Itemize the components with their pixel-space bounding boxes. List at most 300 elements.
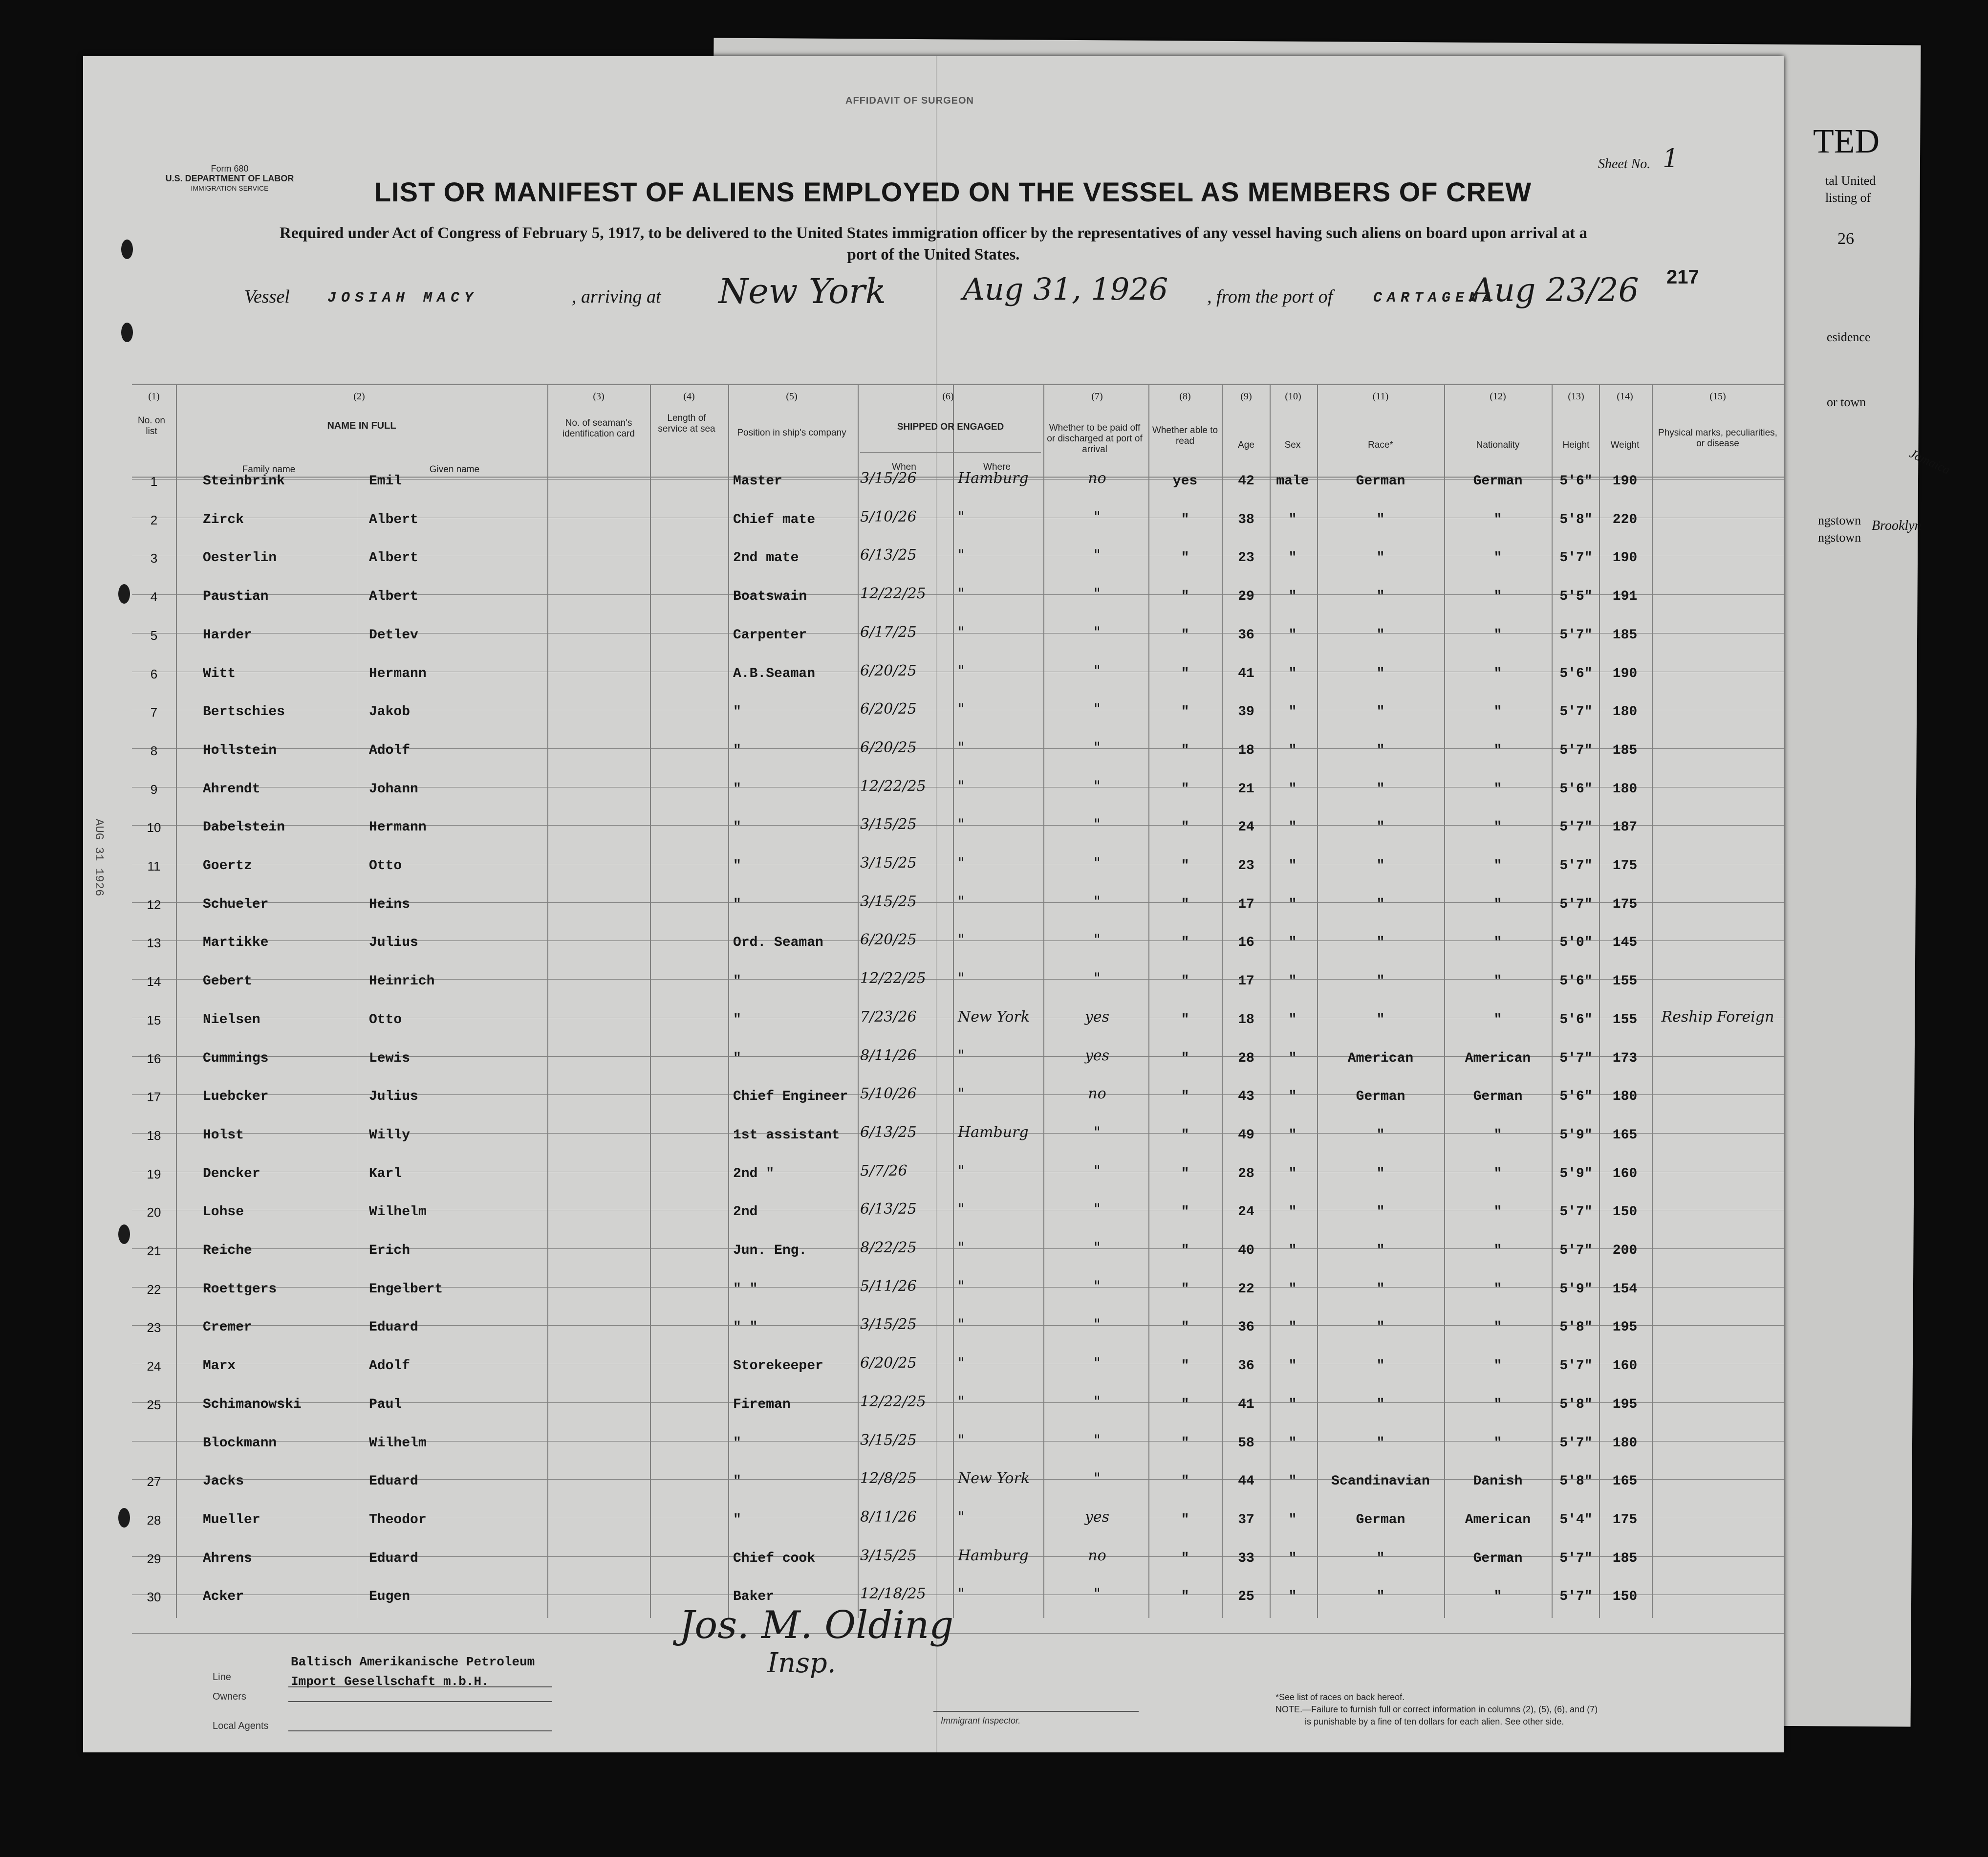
cell-race: " [1376, 935, 1385, 950]
col-no-on-list: No. on list [138, 415, 165, 437]
back-sheet-town: or town [1827, 395, 1866, 409]
column-number: (7) [1091, 391, 1103, 402]
cell-family: Martikke [203, 935, 269, 950]
cell-no: 2 [150, 513, 158, 527]
col-height: Height [1562, 440, 1590, 450]
cell-nationality: " [1493, 820, 1502, 835]
cell-given: Johann [369, 782, 418, 797]
col-given-name: Given name [429, 464, 480, 475]
cell-no: 3 [150, 551, 158, 566]
cell-weight: 180 [1612, 1436, 1638, 1451]
cell-no: 18 [147, 1128, 161, 1143]
cell-no: 7 [150, 705, 158, 720]
cell-paid: yes [1084, 1047, 1110, 1064]
cell-when: 6/20/25 [860, 662, 917, 679]
back-sheet-ted: TED [1813, 123, 1880, 160]
cell-where: " [958, 1355, 965, 1372]
arriving-label: , arriving at [572, 286, 661, 307]
inspector-label: Immigrant Inspector. [941, 1716, 1021, 1726]
cell-height: 5'9" [1559, 1166, 1593, 1181]
manifest-sheet [83, 56, 1784, 1752]
cell-sex: " [1288, 1089, 1297, 1104]
cell-read: " [1181, 512, 1189, 527]
column-number: (8) [1179, 391, 1191, 402]
cell-weight: 175 [1612, 897, 1638, 912]
affidavit-header: AFFIDAVIT OF SURGEON [845, 95, 974, 106]
cell-age: 58 [1238, 1436, 1254, 1451]
cell-age: 36 [1238, 628, 1254, 643]
cell-position: Ord. Seaman [733, 935, 823, 950]
cell-read: " [1181, 550, 1189, 566]
cell-family: Nielsen [203, 1012, 260, 1027]
col-where: Where [983, 462, 1011, 472]
cell-nationality: " [1493, 1128, 1502, 1143]
cell-paid: " [1094, 893, 1101, 910]
column-number: (12) [1490, 391, 1506, 402]
line-label: Line [213, 1672, 231, 1682]
cell-race: " [1376, 858, 1385, 874]
cell-height: 5'5" [1559, 589, 1593, 604]
cell-where: New York [958, 1008, 1030, 1026]
cell-nationality: German [1473, 474, 1523, 489]
cell-weight: 160 [1612, 1166, 1638, 1181]
cell-where: New York [958, 1470, 1030, 1487]
cell-given: Lewis [369, 1051, 411, 1066]
cell-where: " [958, 1585, 965, 1602]
cell-age: 22 [1238, 1282, 1254, 1297]
cell-where: " [958, 739, 965, 756]
cell-where: " [958, 1432, 965, 1449]
cell-position: " [733, 704, 741, 720]
column-rule [1444, 384, 1445, 1618]
cell-nationality: " [1493, 935, 1502, 950]
cell-where: " [958, 700, 965, 718]
cell-family: Goertz [203, 858, 252, 874]
cell-family: Blockmann [203, 1436, 277, 1451]
vessel-name: JOSIAH MACY [327, 290, 478, 306]
cell-race: " [1376, 974, 1385, 989]
cell-when: 8/22/25 [860, 1239, 917, 1256]
cell-weight: 160 [1612, 1358, 1638, 1374]
cell-position: " [733, 1051, 741, 1066]
cell-position: " [733, 1474, 741, 1489]
cell-given: Otto [369, 858, 402, 874]
cell-paid: yes [1084, 1508, 1110, 1526]
column-number: (5) [786, 391, 798, 402]
column-rule [1222, 384, 1223, 1618]
cell-age: 41 [1238, 1397, 1254, 1412]
cell-race: " [1376, 743, 1385, 758]
cell-where: " [958, 893, 965, 910]
column-number: (9) [1240, 391, 1252, 402]
inspector-signature-sub: Insp. [767, 1647, 836, 1679]
column-rule [1148, 384, 1149, 1618]
cell-height: 5'6" [1559, 974, 1593, 989]
cell-sex: " [1288, 782, 1297, 797]
column-rule [858, 384, 859, 1618]
cell-given: Hermann [369, 666, 427, 681]
punch-hole [121, 240, 133, 259]
cell-when: 12/18/25 [860, 1585, 926, 1602]
cell-height: 5'4" [1559, 1512, 1593, 1528]
margin-date-stamp: AUG 31 1926 [92, 819, 105, 896]
cell-given: Julius [369, 1089, 418, 1104]
column-rule [1652, 384, 1653, 1618]
cell-sex: " [1288, 628, 1297, 643]
cell-read: " [1181, 1474, 1189, 1489]
cell-weight: 190 [1612, 550, 1638, 566]
vessel-label: Vessel [244, 286, 290, 307]
cell-age: 41 [1238, 666, 1254, 681]
cell-nationality: " [1493, 1436, 1502, 1451]
cell-when: 6/13/25 [860, 546, 917, 564]
cell-sex: " [1288, 1358, 1297, 1374]
cell-read: " [1181, 820, 1189, 835]
cell-family: Dencker [203, 1166, 260, 1181]
owners-label: Owners [213, 1691, 246, 1702]
punch-hole [118, 1508, 130, 1528]
cell-weight: 150 [1612, 1204, 1638, 1220]
cell-when: 12/22/25 [860, 970, 926, 987]
cell-position: " [733, 743, 741, 758]
cell-where: " [958, 816, 965, 833]
cell-height: 5'7" [1559, 1436, 1593, 1451]
cell-race: German [1356, 1089, 1405, 1104]
cell-family: Ahrens [203, 1551, 252, 1566]
cell-race: Scandinavian [1331, 1474, 1430, 1489]
cell-position: " [733, 782, 741, 797]
cell-sex: " [1288, 1051, 1297, 1066]
cell-position: Chief Engineer [733, 1089, 848, 1104]
cell-position: Chief cook [733, 1551, 816, 1566]
cell-height: 5'6" [1559, 474, 1593, 489]
cell-sex: " [1288, 1012, 1297, 1027]
cell-when: 6/20/25 [860, 739, 917, 756]
column-number: (1) [148, 391, 160, 402]
column-number: (4) [683, 391, 695, 402]
back-sheet-line1: tal United [1825, 174, 1876, 188]
column-rule [1552, 384, 1553, 1618]
cell-when: 6/20/25 [860, 931, 917, 948]
punch-hole [118, 1224, 130, 1244]
cell-paid: " [1094, 854, 1101, 872]
subtitle-line-2: port of the United States. [847, 246, 1020, 263]
cell-when: 12/22/25 [860, 1393, 926, 1410]
cell-race: " [1376, 1243, 1385, 1258]
cell-no: 22 [147, 1282, 161, 1297]
cell-height: 5'7" [1559, 1243, 1593, 1258]
cell-height: 5'7" [1559, 550, 1593, 566]
cell-where: " [958, 1085, 965, 1102]
cell-when: 6/13/25 [860, 1201, 917, 1218]
col-id-card: No. of seaman's identification card [562, 418, 635, 439]
cell-when: 6/13/25 [860, 1124, 917, 1141]
cell-age: 23 [1238, 550, 1254, 566]
cell-paid: " [1094, 1355, 1101, 1372]
cell-height: 5'7" [1559, 1551, 1593, 1566]
cell-paid: " [1094, 508, 1101, 525]
cell-paid: " [1094, 1393, 1101, 1410]
back-sheet-num: 26 [1837, 230, 1854, 248]
cell-family: Cummings [203, 1051, 269, 1066]
cell-age: 24 [1238, 820, 1254, 835]
cell-height: 5'6" [1559, 1012, 1593, 1027]
back-sheet-brooklyn: Brooklyn [1872, 518, 1922, 533]
cell-family: Zirck [203, 512, 244, 527]
cell-nationality: " [1493, 589, 1502, 604]
column-rule [728, 384, 729, 1618]
cell-race: " [1376, 1589, 1385, 1604]
cell-sex: " [1288, 666, 1297, 681]
cell-nationality: " [1493, 666, 1502, 681]
cell-sex: " [1288, 512, 1297, 527]
column-number: (13) [1568, 391, 1584, 402]
cell-race: " [1376, 1012, 1385, 1027]
cell-age: 42 [1238, 474, 1254, 489]
cell-weight: 175 [1612, 1512, 1638, 1528]
cell-no: 10 [147, 820, 161, 835]
cell-read: " [1181, 666, 1189, 681]
col-family-name: Family name [242, 464, 296, 475]
cell-position: Master [733, 474, 782, 489]
cell-when: 6/17/25 [860, 624, 917, 641]
cell-sex: male [1276, 474, 1309, 489]
row-rule [132, 1633, 1784, 1634]
note-penalty-2: is punishable by a fine of ten dollars for each alien. See other side. [1305, 1717, 1564, 1726]
cell-when: 8/11/26 [860, 1508, 917, 1526]
cell-nationality: " [1493, 743, 1502, 758]
cell-where: " [958, 546, 965, 564]
from-label: , from the port of [1207, 286, 1333, 307]
cell-given: Engelbert [369, 1282, 443, 1297]
cell-where: " [958, 624, 965, 641]
cell-nationality: " [1493, 512, 1502, 527]
cell-race: " [1376, 1397, 1385, 1412]
cell-race: " [1376, 1551, 1385, 1566]
cell-race: American [1347, 1051, 1414, 1066]
cell-when: 3/15/25 [860, 893, 917, 910]
cell-given: Wilhelm [369, 1436, 427, 1451]
cell-age: 39 [1238, 704, 1254, 720]
cell-age: 49 [1238, 1128, 1254, 1143]
cell-paid: " [1094, 1201, 1101, 1218]
back-sheet-jamaica: Jamaica [1907, 446, 1953, 478]
col-age: Age [1238, 440, 1254, 450]
cell-read: " [1181, 1358, 1189, 1374]
col-weight: Weight [1610, 440, 1640, 450]
cell-where: Hamburg [958, 1124, 1029, 1141]
cell-given: Eduard [369, 1320, 418, 1335]
cell-nationality: " [1493, 628, 1502, 643]
cell-paid: yes [1084, 1008, 1110, 1026]
cell-given: Albert [369, 589, 418, 604]
cell-when: 3/15/25 [860, 1547, 917, 1564]
owner-line-2: Import Gesellschaft m.b.H. [291, 1674, 489, 1689]
cell-family: Schueler [203, 897, 269, 912]
cell-race: " [1376, 820, 1385, 835]
column-number: (6) [942, 391, 954, 402]
cell-position: " [733, 897, 741, 912]
cell-height: 5'7" [1559, 1358, 1593, 1374]
cell-family: Paustian [203, 589, 269, 604]
cell-sex: " [1288, 1282, 1297, 1297]
cell-position: Jun. Eng. [733, 1243, 807, 1258]
cell-nationality: " [1493, 858, 1502, 874]
cell-where: Hamburg [958, 470, 1029, 487]
service: IMMIGRATION SERVICE [191, 184, 269, 192]
cell-age: 40 [1238, 1243, 1254, 1258]
cell-paid: " [1094, 931, 1101, 948]
cell-when: 3/15/25 [860, 816, 917, 833]
cell-height: 5'0" [1559, 935, 1593, 950]
cell-no: 16 [147, 1051, 161, 1066]
cell-height: 5'6" [1559, 666, 1593, 681]
cell-paid: " [1094, 1239, 1101, 1256]
cell-height: 5'7" [1559, 858, 1593, 874]
cell-sex: " [1288, 1589, 1297, 1604]
cell-age: 28 [1238, 1051, 1254, 1066]
cell-weight: 200 [1612, 1243, 1638, 1258]
cell-no: 11 [147, 859, 161, 874]
cell-given: Julius [369, 935, 418, 950]
cell-given: Jakob [369, 704, 411, 720]
cell-family: Oesterlin [203, 550, 277, 566]
column-number: (15) [1709, 391, 1726, 402]
column-rule [1317, 384, 1318, 1618]
cell-height: 5'8" [1559, 1397, 1593, 1412]
cell-read: " [1181, 1282, 1189, 1297]
cell-height: 5'8" [1559, 512, 1593, 527]
cell-paid: " [1094, 1124, 1101, 1141]
cell-when: 3/15/25 [860, 1316, 917, 1333]
cell-weight: 173 [1612, 1051, 1638, 1066]
cell-race: German [1356, 1512, 1405, 1528]
cell-nationality: " [1493, 1358, 1502, 1374]
cell-no: 6 [150, 667, 158, 681]
cell-no: 14 [147, 974, 161, 989]
cell-nationality: " [1493, 974, 1502, 989]
cell-no: 27 [147, 1474, 161, 1489]
cell-nationality: German [1473, 1089, 1523, 1104]
cell-weight: 195 [1612, 1320, 1638, 1335]
cell-where: " [958, 778, 965, 795]
column-number: (3) [593, 391, 605, 402]
cell-given: Eugen [369, 1589, 411, 1604]
column-number: (14) [1617, 391, 1633, 402]
footer-agents-rule [288, 1730, 552, 1731]
cell-when: 12/22/25 [860, 585, 926, 602]
col-nationality: Nationality [1476, 440, 1520, 450]
column-number: (10) [1285, 391, 1301, 402]
cell-no: 28 [147, 1513, 161, 1528]
cell-when: 5/7/26 [860, 1162, 908, 1180]
cell-paid: no [1088, 1547, 1106, 1564]
cell-race: " [1376, 1282, 1385, 1297]
cell-race: " [1376, 1204, 1385, 1220]
column-rule [176, 384, 177, 1618]
col-when: When [892, 462, 916, 472]
cell-when: 8/11/26 [860, 1047, 917, 1064]
cell-nationality: " [1493, 782, 1502, 797]
back-sheet-place2: ngstown [1818, 530, 1861, 545]
punch-hole [121, 323, 133, 342]
cell-height: 5'7" [1559, 1204, 1593, 1220]
cell-sex: " [1288, 743, 1297, 758]
col-name-in-full: NAME IN FULL [327, 420, 396, 431]
cell-race: " [1376, 628, 1385, 643]
cell-read: " [1181, 628, 1189, 643]
cell-age: 21 [1238, 782, 1254, 797]
col-shipped: SHIPPED OR ENGAGED [897, 422, 1004, 432]
cell-position: A.B.Seaman [733, 666, 816, 681]
cell-age: 37 [1238, 1512, 1254, 1528]
cell-given: Willy [369, 1128, 411, 1143]
cell-weight: 155 [1612, 974, 1638, 989]
cell-weight: 220 [1612, 512, 1638, 527]
cell-race: " [1376, 897, 1385, 912]
cell-height: 5'7" [1559, 820, 1593, 835]
cell-paid: " [1094, 662, 1101, 679]
cell-family: Hollstein [203, 743, 277, 758]
cell-height: 5'8" [1559, 1320, 1593, 1335]
cell-family: Lohse [203, 1204, 244, 1220]
cell-race: " [1376, 589, 1385, 604]
cell-height: 5'7" [1559, 743, 1593, 758]
footer-owners-rule [288, 1701, 552, 1702]
cell-paid: " [1094, 1585, 1101, 1602]
cell-where: " [958, 508, 965, 525]
inspector-rule [933, 1711, 1139, 1712]
cell-race: " [1376, 550, 1385, 566]
cell-race: " [1376, 1358, 1385, 1374]
table-top-rule [132, 384, 1784, 385]
cell-sex: " [1288, 1243, 1297, 1258]
cell-age: 36 [1238, 1320, 1254, 1335]
cell-nationality: " [1493, 1204, 1502, 1220]
cell-weight: 150 [1612, 1589, 1638, 1604]
cell-sex: " [1288, 589, 1297, 604]
cell-sex: " [1288, 1320, 1297, 1335]
back-sheet-residence: esidence [1827, 330, 1871, 344]
cell-remarks: Reship Foreign [1661, 1008, 1774, 1026]
cell-nationality: " [1493, 1589, 1502, 1604]
back-sheet-place1: ngstown [1818, 513, 1861, 527]
cell-sex: " [1288, 1128, 1297, 1143]
cell-given: Eduard [369, 1551, 418, 1566]
cell-age: 43 [1238, 1089, 1254, 1104]
cell-where: " [958, 970, 965, 987]
cell-family: Gebert [203, 974, 252, 989]
cell-no: 29 [147, 1551, 161, 1566]
cell-no: 23 [147, 1320, 161, 1335]
cell-paid: " [1094, 585, 1101, 602]
cell-position: " " [733, 1282, 758, 1297]
cell-when: 12/8/25 [860, 1470, 917, 1487]
cell-when: 6/20/25 [860, 1355, 917, 1372]
departure-date: Aug 23/26 [1471, 271, 1639, 309]
cell-read: " [1181, 1012, 1189, 1027]
cell-sex: " [1288, 1512, 1297, 1528]
cell-read: " [1181, 704, 1189, 720]
cell-paid: " [1094, 970, 1101, 987]
cell-no: 30 [147, 1590, 161, 1604]
cell-race: German [1356, 474, 1405, 489]
cell-weight: 180 [1612, 1089, 1638, 1104]
cell-sex: " [1288, 1474, 1297, 1489]
cell-weight: 185 [1612, 1551, 1638, 1566]
cell-family: Jacks [203, 1474, 244, 1489]
owner-line-1: Baltisch Amerikanische Petroleum [291, 1655, 535, 1669]
